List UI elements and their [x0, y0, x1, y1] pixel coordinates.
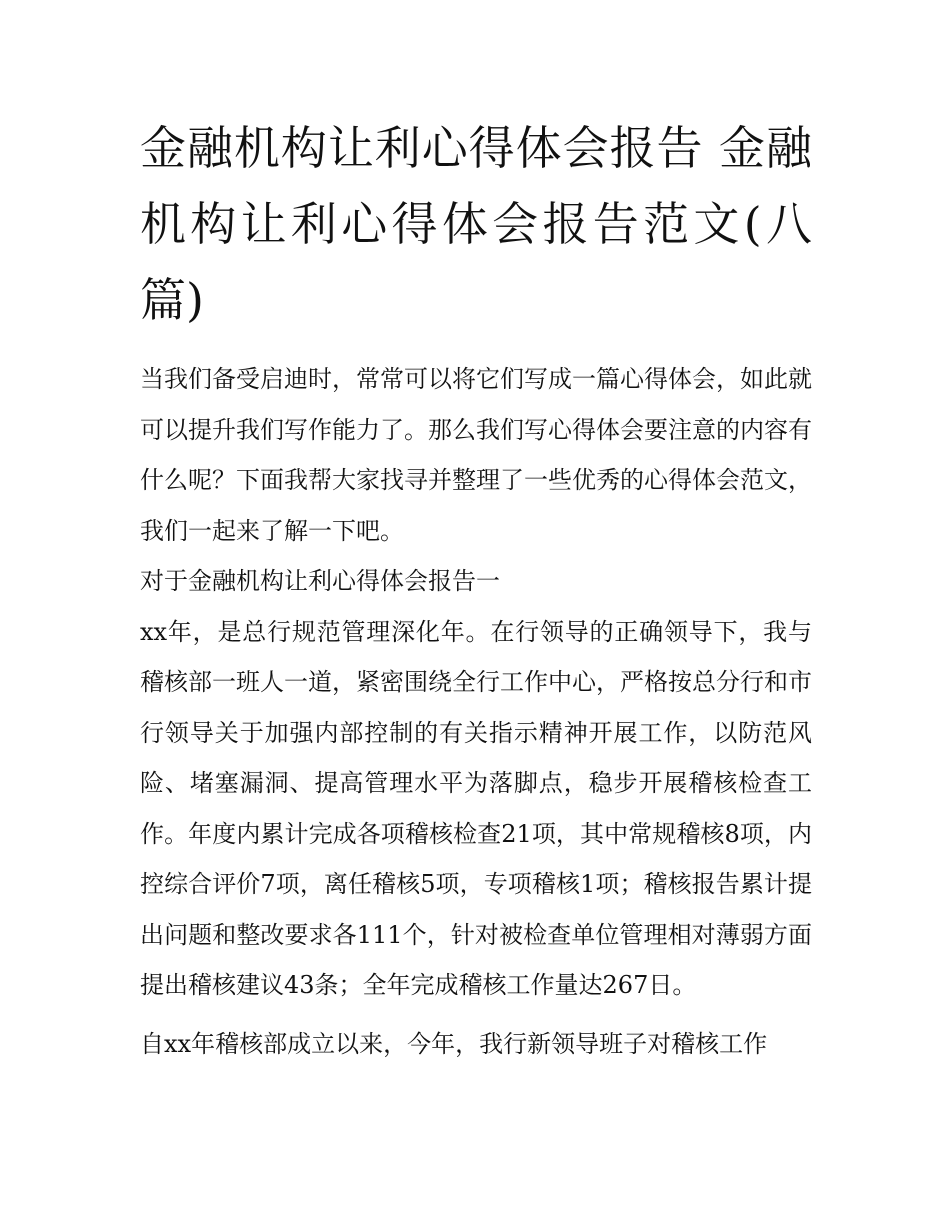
section-heading: 对于金融机构让利心得体会报告一	[140, 567, 500, 595]
body-paragraph-1: xx年，是总行规范管理深化年。在行领导的正确领导下，我与稽核部一班人一道，紧密围绕全行工作中心，严格按总分行和市行领导关于加强内部控制的有关指示精神开展工作，以防范风险、堵塞漏洞、提高管理水平为落脚点，稳步开展稽核检查工作。年度内累计完成各项稽核检查21项，其中常规稽核8项，内控综合评价7项，离任稽核5项，专项稽核1项；稽核报告累计提出问题和整改要求各111个，针对被检查单位管理相对薄弱方面提出稽核建议43条；全年完成稽核工作量达267日。	[140, 617, 812, 999]
document-body	[140, 110, 812, 1069]
document-title: 金融机构让利心得体会报告 金融机构让利心得体会报告范文(八篇)	[140, 121, 812, 327]
intro-paragraph: 当我们备受启迪时，常常可以将它们写成一篇心得体会，如此就可以提升我们写作能力了。那么我们写心得体会要注意的内容有什么呢？下面我帮大家找寻并整理了一些优秀的心得体会范文，我们一起来了解一下吧。	[140, 365, 812, 545]
body-paragraph-2: 自xx年稽核部成立以来，今年，我行新领导班子对稽核工作	[140, 1029, 768, 1058]
